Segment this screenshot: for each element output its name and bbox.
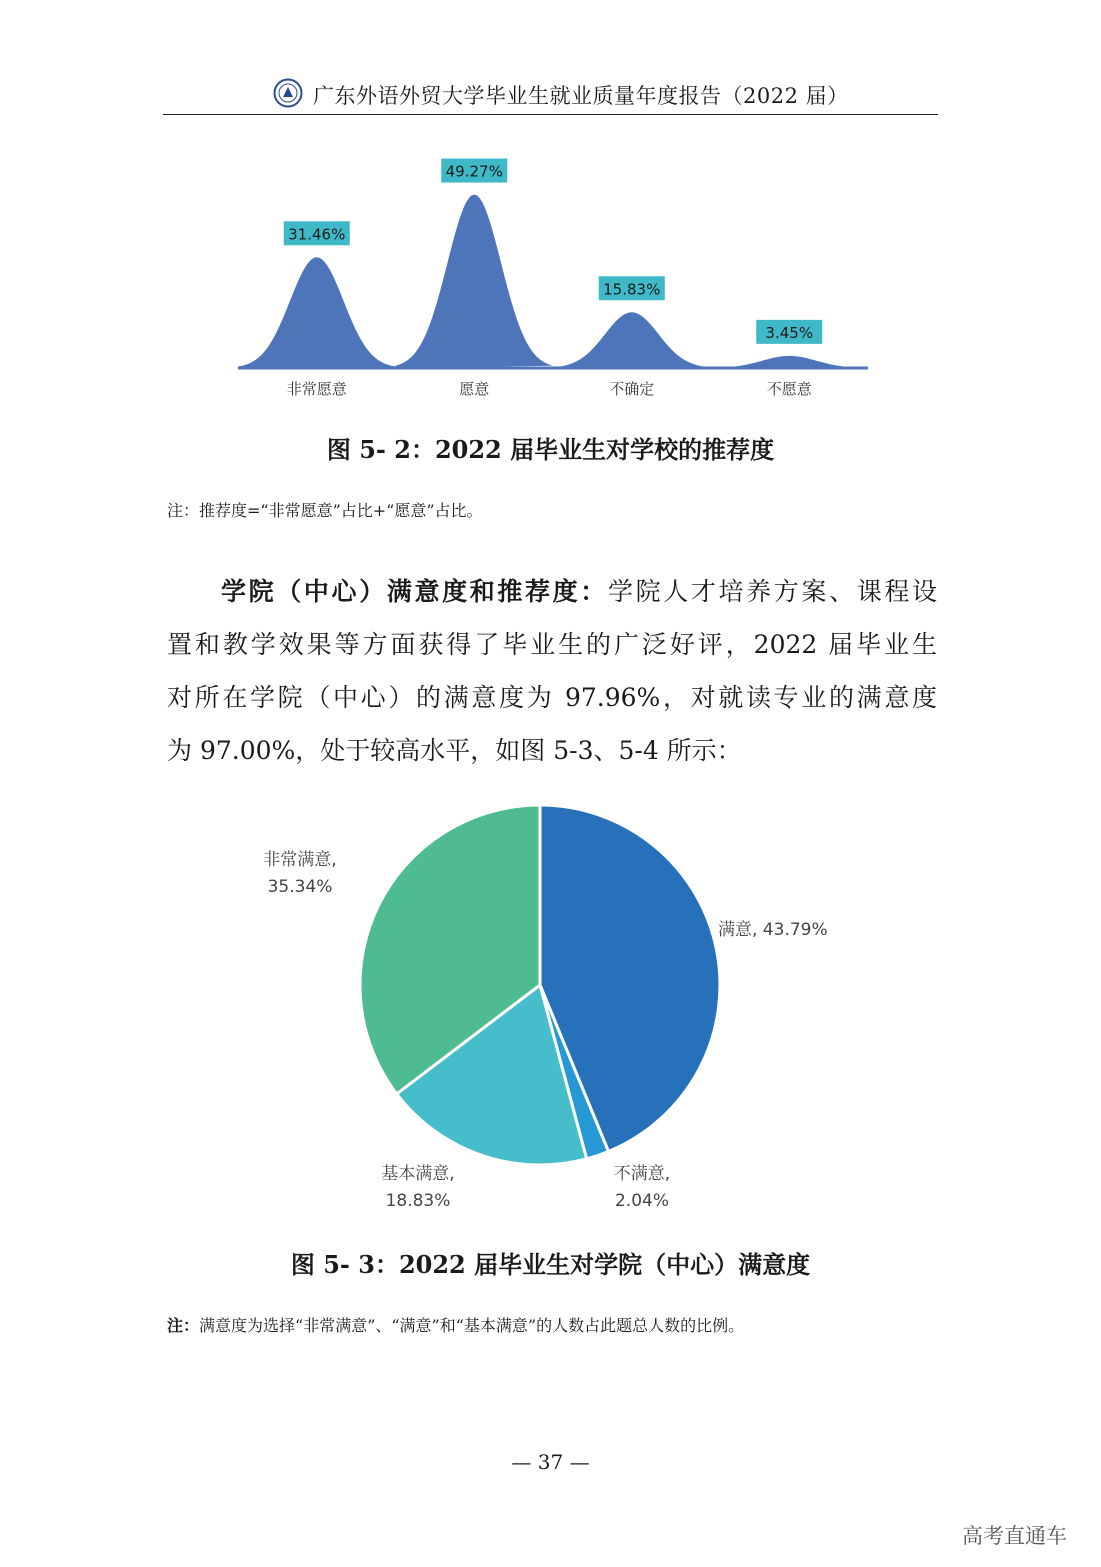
data-label-3: 3.45%	[765, 323, 814, 342]
paragraph-line-1-text: 学院人才培养方案、课程设	[607, 577, 937, 606]
figure-5-2-note: 注：推荐度=“非常愿意”占比+“愿意”占比。	[167, 501, 483, 520]
page-header	[163, 72, 938, 115]
peak-3	[711, 356, 869, 368]
paragraph-line-3: 对所在学院（中心）的满意度为 97.96%，对就读专业的满意度	[167, 683, 937, 712]
peak-1	[396, 195, 554, 368]
paragraph-lead: 学院（中心）满意度和推荐度：	[221, 577, 608, 606]
header-title: 广东外语外贸大学毕业生就业质量年度报告（2022 届）	[313, 84, 849, 108]
category-label-0: 非常愿意	[286, 380, 347, 398]
category-label-1: 愿意	[459, 380, 490, 398]
category-label-2: 不确定	[609, 380, 655, 398]
watermark-text: 高考直通车	[962, 1524, 1067, 1548]
university-seal-icon	[273, 78, 303, 108]
body-paragraph	[167, 565, 937, 777]
pie-label-2: 基本满意, 18.83%	[381, 1164, 455, 1211]
pie-label-3: 非常满意, 35.34%	[263, 850, 337, 897]
paragraph-line-1	[167, 565, 937, 618]
category-label-3: 不愿意	[766, 380, 812, 398]
figure-5-2-caption: 图 5- 2：2022 届毕业生对学校的推荐度	[326, 435, 775, 464]
figure-5-3-caption: 图 5- 3：2022 届毕业生对学院（中心）满意度	[290, 1250, 811, 1279]
pie-label-0: 满意, 43.79%	[718, 920, 828, 940]
figure-5-3-note	[167, 1313, 744, 1336]
paragraph-line-4: 为 97.00%，处于较高水平，如图 5-3、5-4 所示：	[167, 736, 742, 765]
page-number: — 37 —	[511, 1450, 590, 1474]
data-label-2: 15.83%	[603, 280, 661, 299]
note-label: 注：	[167, 1316, 200, 1335]
college-satisfaction-pie-chart	[230, 795, 890, 1225]
pie-label-1: 不满意, 2.04%	[613, 1164, 671, 1211]
peak-0	[238, 257, 396, 368]
data-label-0: 31.46%	[288, 225, 346, 244]
data-label-1: 49.27%	[445, 162, 503, 181]
paragraph-line-2: 置和教学效果等方面获得了毕业生的广泛好评，2022 届毕业生	[167, 630, 937, 659]
peak-2	[553, 312, 711, 368]
recommendation-peak-chart	[220, 150, 900, 410]
note-text: 满意度为选择“非常满意”、“满意”和“基本满意”的人数占此题总人数的比例。	[199, 1316, 745, 1335]
